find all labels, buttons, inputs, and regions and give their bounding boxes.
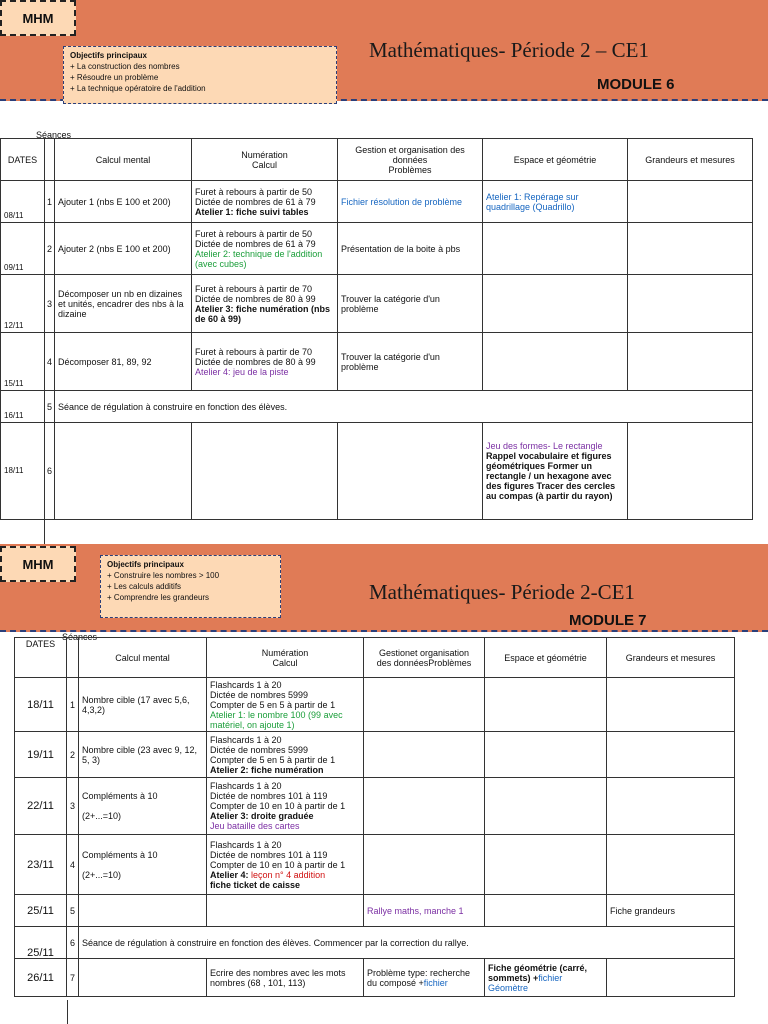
header-numeration-line1: Numération [261,647,309,658]
header-espace: Espace et géométrie [485,638,607,678]
module7-table [14,637,735,997]
row-calcul-mental [79,895,207,927]
row-grandeurs [628,275,753,333]
gestion-fichier: fichier [423,977,448,988]
numeration-atelier: Atelier 2: fiche numération [210,764,324,775]
row-espace [485,895,607,927]
numeration-line: Dictée de nombres 5999 [210,744,309,755]
numeration-line: Dictée de nombres de 80 à 99 [195,356,316,367]
header-num [45,139,55,181]
table-row [1,423,753,520]
row-date: 25/11 [15,927,67,959]
numeration-atelier: Atelier 2: technique de l'addition (avec cubes) [195,248,323,269]
row-grandeurs [628,181,753,223]
row-grandeurs [628,423,753,520]
row-gestion: Présentation de la boite à pbs [338,223,483,275]
table-row [15,778,735,835]
header-gestion-line2: des donnéesProblèmes [376,657,472,668]
row-seance-number: 1 [45,181,55,223]
table-row [15,678,735,732]
header-grandeurs: Grandeurs et mesures [607,638,735,678]
row-gestion [364,678,485,732]
table-row [1,391,753,423]
row-date: 25/11 [15,895,67,927]
numeration-atelier: Atelier 3: fiche numération (nbs de 60 à 99) [195,303,331,324]
header-numeration-line2: Calcul [272,657,298,668]
objectives-title: Objectifs principaux [107,560,184,569]
header-numeration-line2: Calcul [251,159,277,170]
row-gestion [364,732,485,778]
espace-body: Rappel vocabulaire et figures géométriques Former un rectangle / un hexagone avec des figures Tracer des cercles au compas (à partir du rayon) [486,451,616,501]
row-date: 08/11 [1,181,45,223]
row-seance-number: 3 [45,275,55,333]
page-title: Mathématiques- Période 2 – CE1 [369,38,649,62]
row-espace [485,959,607,997]
numeration-lesson: leçon n° 4 addition [251,869,326,880]
header-calcul-mental: Calcul mental [79,638,207,678]
numeration-line: Dictée de nombres de 61 à 79 [195,196,316,207]
espace-fichier: fichier Géomètre [488,972,563,993]
calcul-line: (2+...=10) [82,869,122,880]
module-label: MODULE 7 [569,612,647,629]
header-calcul-mental: Calcul mental [55,139,192,181]
gestion-text: Problème type: recherche du composé + [367,967,471,988]
row-date: 19/11 [15,732,67,778]
row-date: 15/11 [1,333,45,391]
module-label: MODULE 6 [597,76,675,93]
row-calcul-mental [79,835,207,895]
row-gestion [364,778,485,835]
table-row [15,959,735,997]
table-row [1,275,753,333]
row-grandeurs [628,223,753,275]
row-espace [483,423,628,520]
row-numeration: Ecrire des nombres avec les mots nombres (68 , 101, 113) [207,959,364,997]
row-numeration [207,835,364,895]
numeration-line: Compter de 5 en 5 à partir de 1 [210,699,336,710]
row-seance-number: 2 [67,732,79,778]
page-title: Mathématiques- Période 2-CE1 [369,580,635,604]
seances-label: Séances [36,130,72,140]
numeration-atelier: Atelier 3: droite graduée [210,811,314,821]
numeration-line: Compter de 5 en 5 à partir de 1 [210,754,336,765]
row-numeration [192,223,338,275]
row-espace: Atelier 1: Repérage sur quadrillage (Quadrillo) [483,181,628,223]
row-calcul-mental: Nombre cible (17 avec 5,6, 4,3,2) [79,678,207,732]
row-grandeurs [607,778,735,835]
header-num [67,638,79,678]
row-numeration [207,778,364,835]
numeration-line: Flashcards 1 à 20 [210,839,282,850]
table-row [15,732,735,778]
header-numeration [192,139,338,181]
row-gestion: Trouver la catégorie d'un problème [338,333,483,391]
objective-item: + Les calculs additifs [107,582,182,591]
row-seance-number: 4 [67,835,79,895]
header-gestion-line1: Gestionet organisation [378,647,470,658]
row-regulation: Séance de régulation à construire en fonction des élèves. Commencer par la correction du rallye. [79,927,735,959]
row-seance-number: 5 [67,895,79,927]
header-dates: DATES [1,139,45,181]
numeration-atelier: Atelier 4: jeu de la piste [195,366,289,377]
calcul-line: Compléments à 10 [82,791,158,801]
numeration-line: Dictée de nombres 5999 [210,689,309,700]
row-grandeurs [607,835,735,895]
row-gestion: Trouver la catégorie d'un problème [338,275,483,333]
mhm-badge: MHM [0,546,76,582]
row-numeration [207,732,364,778]
numeration-line: Dictée de nombres de 61 à 79 [195,238,316,249]
row-espace [483,223,628,275]
row-espace [483,275,628,333]
row-calcul-mental [79,959,207,997]
row-seance-number: 2 [45,223,55,275]
row-numeration [192,423,338,520]
row-calcul-mental [55,423,192,520]
table-header-row [15,638,735,678]
row-date: 22/11 [15,778,67,835]
row-calcul-mental: Ajouter 2 (nbs E 100 et 200) [55,223,192,275]
header-espace: Espace et géométrie [483,139,628,181]
row-regulation: Séance de régulation à construire en fonction des élèves. [55,391,753,423]
row-numeration [192,181,338,223]
row-seance-number: 6 [67,927,79,959]
row-numeration [207,895,364,927]
row-espace [485,778,607,835]
header-gestion-line1: Gestion et organisation des [355,144,465,155]
row-calcul-mental: Nombre cible (23 avec 9, 12, 5, 3) [79,732,207,778]
module6-table [0,138,753,520]
row-date: 18/11 [1,423,45,520]
numeration-line: Flashcards 1 à 20 [210,734,282,745]
row-espace [485,835,607,895]
header-numeration-line1: Numération [241,149,288,160]
table-row [15,895,735,927]
row-calcul-mental: Décomposer 81, 89, 92 [55,333,192,391]
row-grandeurs [607,959,735,997]
objective-item: + Comprendre les grandeurs [107,593,210,602]
row-grandeurs [607,678,735,732]
row-grandeurs [607,732,735,778]
numeration-line: Flashcards 1 à 20 [210,679,282,690]
objective-item: + Construire les nombres > 100 [107,571,220,580]
row-date: 12/11 [1,275,45,333]
objectives-box [63,46,337,104]
numeration-line: Furet à rebours à partir de 70 [195,346,313,357]
numeration-atelier: Atelier 1: le nombre 100 (99 avec matériel, on ajoute 1) [210,709,343,730]
header-grandeurs: Grandeurs et mesures [628,139,753,181]
row-seance-number: 4 [45,333,55,391]
row-grandeurs [628,333,753,391]
numeration-line: Compter de 10 en 10 à partir de 1 [210,801,346,811]
row-date: 09/11 [1,223,45,275]
numeration-line: Furet à rebours à partir de 50 [195,228,313,239]
numeration-line: Furet à rebours à partir de 50 [195,186,313,197]
header-gestion-line2: données [392,154,428,165]
espace-text: Fiche géométrie (carré, sommets) + [488,962,588,983]
mhm-badge: MHM [0,0,76,36]
row-seance-number: 7 [67,959,79,997]
divider-line [67,1000,68,1024]
objectives-title: Objectifs principaux [70,51,147,60]
row-seance-number: 3 [67,778,79,835]
numeration-atelier: Atelier 1: fiche suivi tables [195,206,309,217]
numeration-line: Dictée de nombres 101 à 119 [210,849,328,860]
table-header-row [1,139,753,181]
calcul-line: (2+...=10) [82,811,122,821]
numeration-atelier: Atelier 4: [210,869,249,880]
objective-item: + La technique opératoire de l'addition [70,84,206,93]
header-gestion-line3: Problèmes [388,164,432,175]
divider-line [44,520,45,544]
row-numeration [192,275,338,333]
row-gestion [364,835,485,895]
numeration-game: Jeu bataille des cartes [210,821,300,831]
row-calcul-mental [79,778,207,835]
row-date: 16/11 [1,391,45,423]
row-numeration [207,678,364,732]
objectives-box [100,555,281,618]
row-gestion: Fichier résolution de problème [338,181,483,223]
row-gestion: Rallye maths, manche 1 [364,895,485,927]
row-numeration [192,333,338,391]
espace-title: Jeu des formes- Le rectangle [486,441,603,451]
seances-label: Séances [62,632,98,642]
table-row [15,835,735,895]
row-seance-number: 1 [67,678,79,732]
row-calcul-mental: Ajouter 1 (nbs E 100 et 200) [55,181,192,223]
numeration-line: Dictée de nombres de 80 à 99 [195,293,316,304]
row-date: 18/11 [15,678,67,732]
table-row [1,223,753,275]
header-gestion [364,638,485,678]
row-gestion [364,959,485,997]
calcul-line: Compléments à 10 [82,849,158,860]
row-espace [483,333,628,391]
table-row [1,181,753,223]
numeration-line: Dictée de nombres 101 à 119 [210,791,328,801]
row-espace [485,678,607,732]
row-date: 23/11 [15,835,67,895]
numeration-fiche: fiche ticket de caisse [210,879,301,890]
header-gestion [338,139,483,181]
row-seance-number: 5 [45,391,55,423]
row-grandeurs: Fiche grandeurs [607,895,735,927]
row-seance-number: 6 [45,423,55,520]
header-numeration [207,638,364,678]
objective-item: + La construction des nombres [70,62,180,71]
header-dates: DATES [15,638,67,678]
numeration-line: Compter de 10 en 10 à partir de 1 [210,859,346,870]
objective-item: + Résoudre un problème [70,73,159,82]
table-row [1,333,753,391]
row-calcul-mental: Décomposer un nb en dizaines et unités, encadrer des nbs à la dizaine [55,275,192,333]
numeration-line: Flashcards 1 à 20 [210,781,282,791]
row-espace [485,732,607,778]
row-date: 26/11 [15,959,67,997]
numeration-line: Furet à rebours à partir de 70 [195,283,313,294]
table-row [15,927,735,959]
row-gestion [338,423,483,520]
